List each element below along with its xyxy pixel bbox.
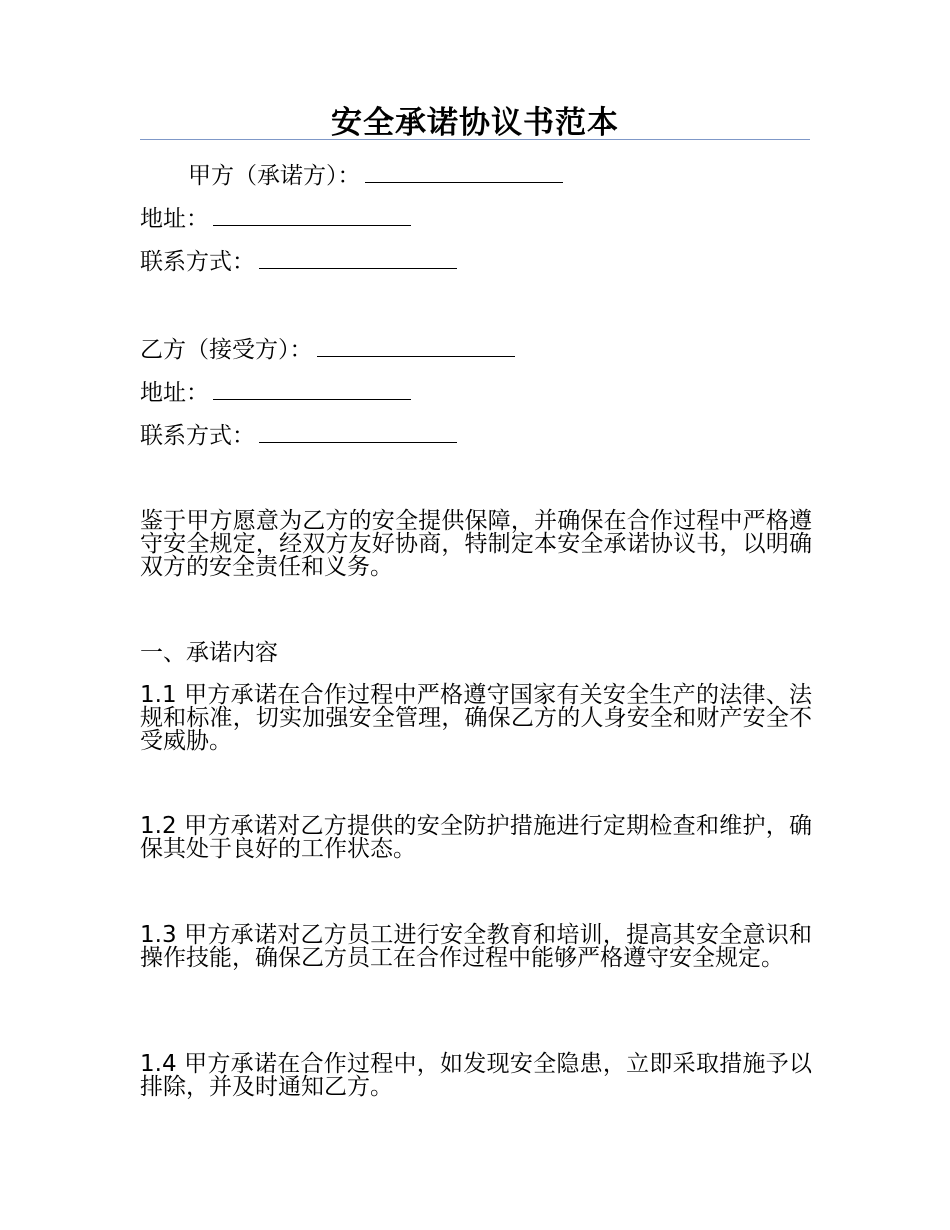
party-a-label: 甲方（承诺方）： (188, 163, 361, 189)
party-b-contact-label: 联系方式： (140, 423, 255, 449)
party-b-contact-line (140, 420, 457, 451)
party-a-contact-label: 联系方式： (140, 249, 255, 275)
preamble-paragraph: 鉴于甲方愿意为乙方的安全提供保障，并确保在合作过程中严格遵守安全规定，经双方友好协商，特制定本安全承诺协议书，以明确双方的安全责任和义务。 (140, 508, 812, 580)
party-a-contact-blank[interactable] (259, 246, 457, 269)
party-a-line (188, 160, 563, 191)
party-b-address-label: 地址： (140, 380, 209, 406)
party-b-line (140, 334, 515, 365)
party-a-address-line (140, 203, 411, 234)
party-a-blank[interactable] (365, 160, 563, 183)
party-b-blank[interactable] (317, 334, 515, 357)
party-a-address-label: 地址： (140, 206, 209, 232)
clause-1-1: 1.1 甲方承诺在合作过程中严格遵守国家有关安全生产的法律、法规和标准，切实加强安全管理，确保乙方的人身安全和财产安全不受威胁。 (140, 682, 812, 754)
party-b-label: 乙方（接受方）： (140, 337, 313, 363)
document-title: 安全承诺协议书范本 (331, 105, 619, 141)
section-heading: 一、承诺内容 (140, 640, 278, 666)
clause-1-2: 1.2 甲方承诺对乙方提供的安全防护措施进行定期检查和维护，确保其处于良好的工作状态。 (140, 813, 812, 862)
title-underline (140, 139, 810, 140)
party-a-contact-line (140, 246, 457, 277)
party-a-address-blank[interactable] (213, 203, 411, 226)
party-b-contact-blank[interactable] (259, 420, 457, 443)
party-b-address-line (140, 377, 411, 408)
clause-1-4: 1.4 甲方承诺在合作过程中，如发现安全隐患，立即采取措施予以排除，并及时通知乙方。 (140, 1051, 812, 1100)
clause-1-3: 1.3 甲方承诺对乙方员工进行安全教育和培训，提高其安全意识和操作技能，确保乙方员工在合作过程中能够严格遵守安全规定。 (140, 922, 812, 971)
party-b-address-blank[interactable] (213, 377, 411, 400)
